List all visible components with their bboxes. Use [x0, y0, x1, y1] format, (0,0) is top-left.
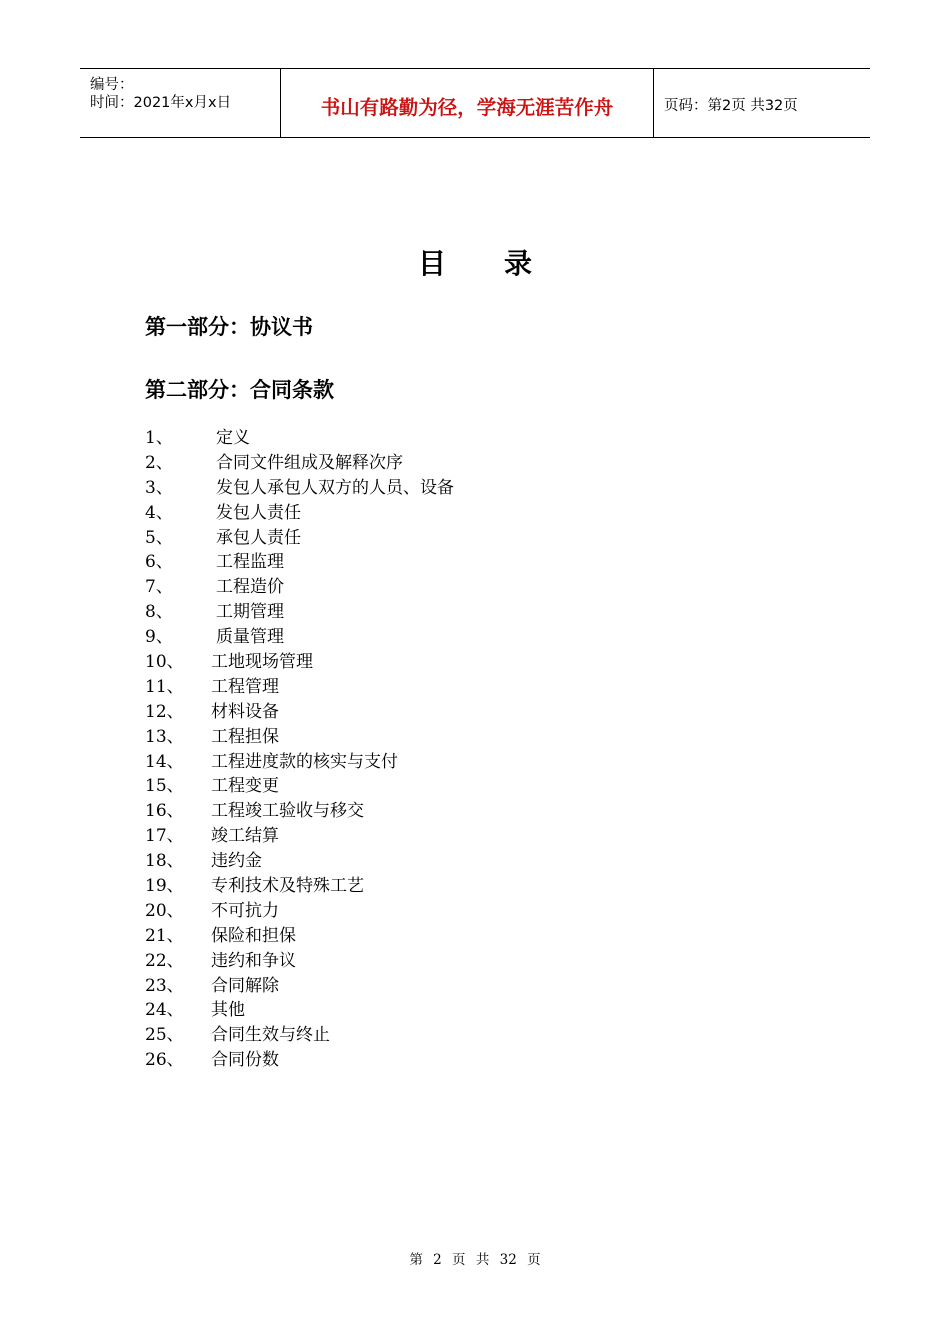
part-heading-1: 第一部分：协议书: [145, 315, 313, 339]
toc-item-title: 竣工结算: [211, 826, 279, 847]
toc-item: [145, 899, 745, 924]
part-heading-2: 第二部分：合同条款: [145, 378, 334, 402]
toc-item-title: 合同文件组成及解释次序: [216, 452, 403, 473]
toc-item-number: 18、: [145, 851, 184, 872]
toc-item-number: 5、: [145, 527, 173, 548]
toc-item-number: 4、: [145, 502, 173, 523]
toc-item-number: 26、: [145, 1050, 184, 1071]
toc-item: [145, 774, 745, 799]
toc-item-number: 20、: [145, 900, 184, 921]
toc-item: [145, 700, 745, 725]
toc-item: [145, 675, 745, 700]
toc-item-number: 13、: [145, 726, 184, 747]
toc-item: [145, 799, 745, 824]
toc-item: [145, 550, 745, 575]
toc-item-number: 22、: [145, 950, 184, 971]
page-title: 目录: [417, 247, 590, 280]
toc-item-title: 合同份数: [211, 1050, 279, 1071]
toc-item-title: 工程造价: [216, 577, 284, 598]
toc-item: [145, 874, 745, 899]
page-footer: 第 2 页 共 32 页: [409, 1252, 541, 1268]
toc-item: [145, 998, 745, 1023]
toc-item-title: 承包人责任: [216, 527, 301, 548]
header-motto: 书山有路勤为径，学海无涯苦作舟: [320, 96, 614, 119]
toc-item-number: 3、: [145, 477, 173, 498]
toc-item: [145, 476, 745, 501]
toc-item: [145, 600, 745, 625]
toc-item-number: 11、: [145, 676, 184, 697]
table-of-contents: [145, 426, 745, 1073]
toc-item-title: 材料设备: [211, 701, 279, 722]
toc-item: [145, 426, 745, 451]
toc-item-title: 合同生效与终止: [211, 1025, 330, 1046]
toc-item-title: 专利技术及特殊工艺: [211, 876, 364, 897]
toc-item-title: 发包人承包人双方的人员、设备: [216, 477, 454, 498]
toc-item-number: 1、: [145, 428, 173, 448]
toc-item: [145, 1023, 745, 1048]
toc-item: [145, 526, 745, 551]
header-middle-cell: [281, 69, 654, 137]
toc-item-number: 15、: [145, 776, 184, 797]
toc-item-title: 工程进度款的核实与支付: [211, 751, 398, 772]
toc-item-title: 工程变更: [211, 776, 279, 797]
toc-item-number: 17、: [145, 826, 184, 847]
toc-item-title: 工期管理: [216, 602, 284, 623]
toc-item-title: 工程竣工验收与移交: [211, 801, 364, 822]
header-right-cell: [654, 69, 870, 137]
toc-item: [145, 924, 745, 949]
toc-item-title: 工程管理: [211, 676, 279, 697]
document-date: 时间：2021年x月x日: [90, 95, 232, 111]
toc-item: [145, 451, 745, 476]
toc-item-number: 19、: [145, 876, 184, 897]
toc-item-title: 定义: [216, 428, 250, 448]
toc-item: [145, 725, 745, 750]
toc-item-number: 2、: [145, 452, 173, 473]
toc-item: [145, 650, 745, 675]
toc-item-title: 工程担保: [211, 726, 279, 747]
toc-item-title: 工程监理: [216, 552, 284, 573]
toc-item-number: 24、: [145, 1000, 184, 1021]
toc-item-title: 合同解除: [211, 975, 279, 996]
toc-item: [145, 974, 745, 999]
toc-item-number: 23、: [145, 975, 184, 996]
document-number-label: 编号：: [90, 77, 134, 93]
toc-item-number: 9、: [145, 627, 173, 648]
toc-item: [145, 501, 745, 526]
toc-item-title: 其他: [211, 1000, 245, 1021]
toc-item: [145, 824, 745, 849]
toc-item-title: 违约和争议: [211, 950, 296, 971]
toc-item-title: 工地现场管理: [211, 652, 313, 673]
toc-item: [145, 575, 745, 600]
toc-item-number: 21、: [145, 925, 184, 946]
header-left-cell: [80, 69, 281, 137]
toc-item-title: 不可抗力: [211, 900, 279, 921]
toc-item-title: 发包人责任: [216, 502, 301, 523]
toc-item-title: 保险和担保: [211, 925, 296, 946]
toc-item: [145, 949, 745, 974]
toc-item: [145, 625, 745, 650]
toc-item: [145, 750, 745, 775]
toc-item: [145, 1048, 745, 1073]
toc-item-number: 14、: [145, 751, 184, 772]
toc-item-title: 违约金: [211, 851, 262, 872]
toc-item-title: 质量管理: [216, 627, 284, 648]
toc-item-number: 16、: [145, 801, 184, 822]
page-header: [80, 68, 870, 138]
toc-item-number: 12、: [145, 701, 184, 722]
toc-item-number: 8、: [145, 602, 173, 623]
toc-item-number: 25、: [145, 1025, 184, 1046]
header-page-info: 页码：第2页 共32页: [664, 98, 798, 114]
toc-item: [145, 849, 745, 874]
toc-item-number: 10、: [145, 652, 184, 673]
toc-item-number: 6、: [145, 552, 173, 573]
toc-item-number: 7、: [145, 577, 173, 598]
